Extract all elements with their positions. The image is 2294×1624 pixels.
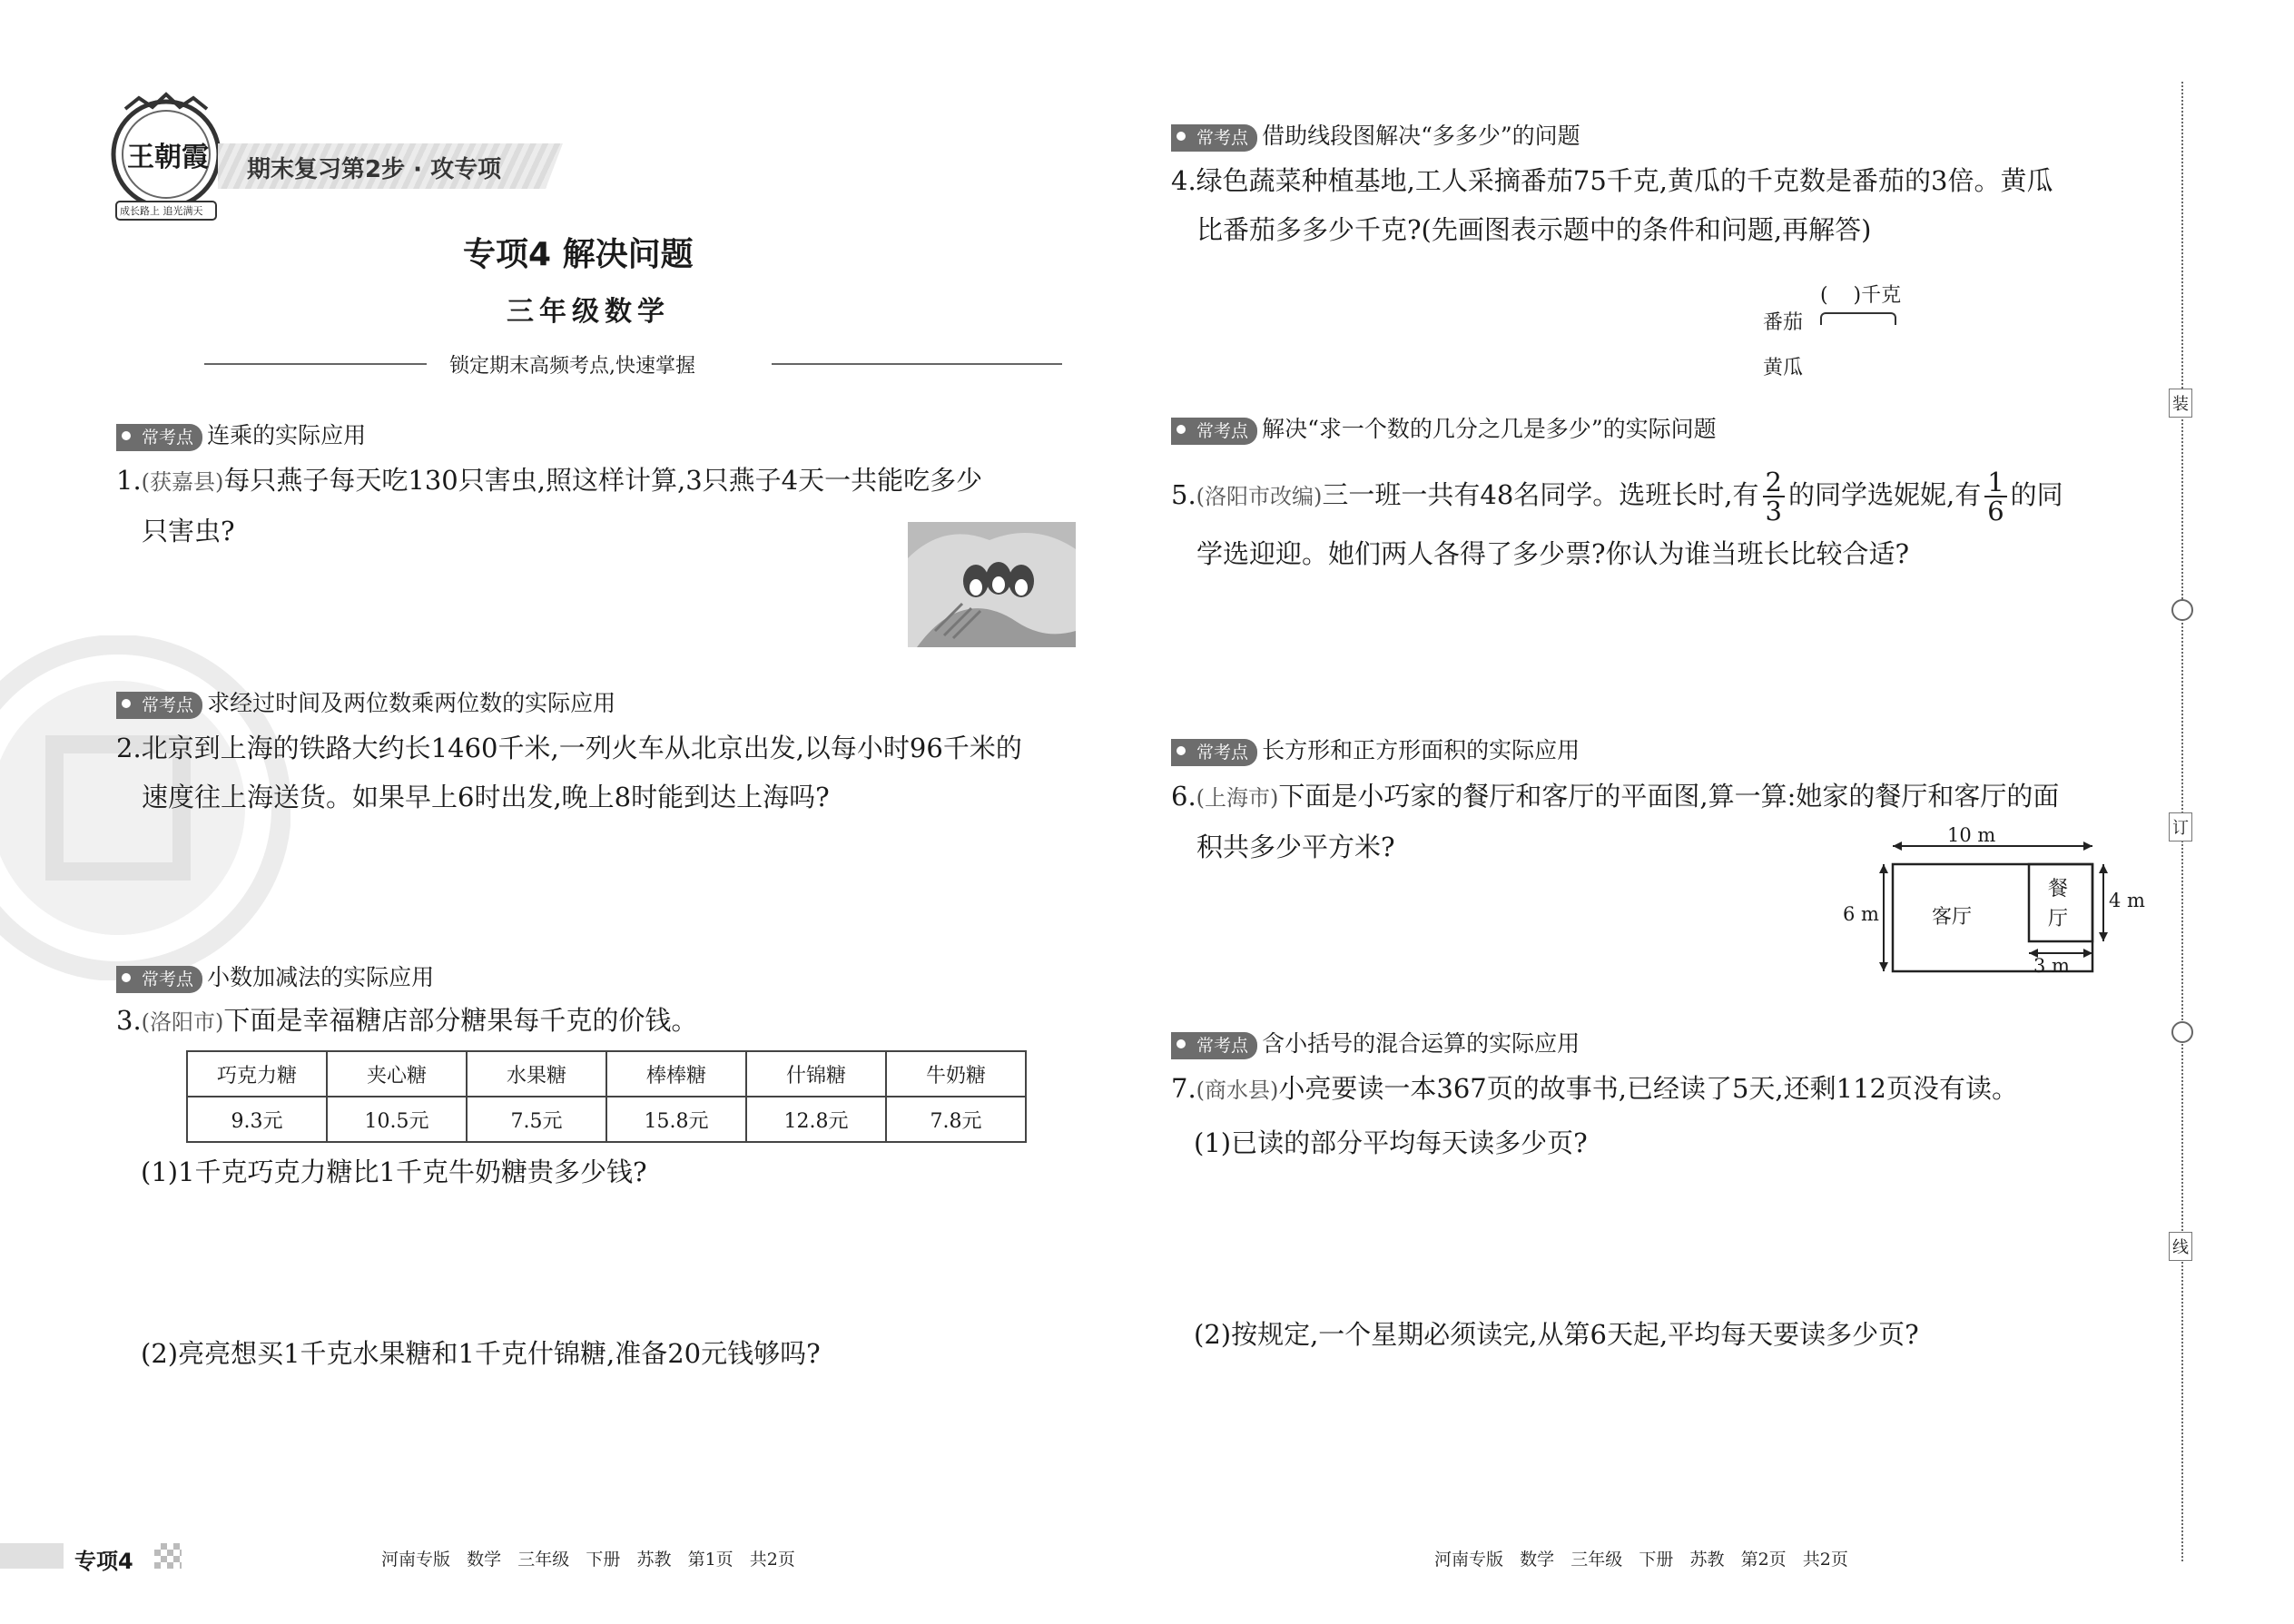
topic-title: 长方形和正方形面积的实际应用 <box>1262 737 1580 763</box>
fraction-one-sixth <box>1984 468 2006 525</box>
question-text-cont: 只害虫? <box>142 516 235 546</box>
question-3-sub-2: (2)亮亮想买1千克水果糖和1千克什锦糖,准备20元钱够吗? <box>141 1338 821 1369</box>
room-living-label: 客厅 <box>1932 906 1973 929</box>
slogan-line-right <box>772 363 1062 365</box>
swallows-illustration <box>908 522 1076 647</box>
question-text-cont: 积共多少平方米? <box>1196 832 1395 862</box>
question-text-cont: 速度往上海送货。如果早上6时出发,晚上8时能到达上海吗? <box>142 782 830 812</box>
question-text: 绿色蔬菜种植基地,工人采摘番茄75千克,黄瓜的千克数是番茄的3倍。黄瓜 <box>1196 165 2053 196</box>
header-banner-text: 期末复习第2步 · 攻专项 <box>247 156 502 183</box>
diagram-cucumber-label: 黄瓜 <box>1763 357 1804 379</box>
question-number: 6. <box>1171 781 1196 812</box>
question-source: (上海市) <box>1196 785 1279 811</box>
table-header-cell: 夹心糖 <box>327 1051 467 1097</box>
fraction-numerator: 1 <box>1984 468 2006 497</box>
table-cell: 7.8元 <box>886 1097 1026 1142</box>
question-number: 3. <box>116 1005 142 1036</box>
table-cell: 12.8元 <box>746 1097 886 1142</box>
badge: 常考点 <box>116 424 202 451</box>
floor-plan <box>1843 826 2142 980</box>
topic-title: 连乘的实际应用 <box>207 422 367 448</box>
question-text: 下面是幸福糖店部分糖果每千克的价钱。 <box>223 1005 698 1036</box>
topic-row-5 <box>1171 411 1717 445</box>
question-number: 1. <box>116 465 142 496</box>
topic-title: 小数加减法的实际应用 <box>207 964 435 990</box>
binding-char-3: 线 <box>2169 1232 2192 1261</box>
topic-row-7 <box>1171 1026 1580 1059</box>
binding-hole-1 <box>2171 599 2193 621</box>
question-source: (获嘉县) <box>141 469 224 495</box>
badge: 常考点 <box>1171 418 1257 445</box>
question-3 <box>116 996 1097 1047</box>
table-header-cell: 牛奶糖 <box>886 1051 1026 1097</box>
fraction-denominator: 6 <box>1987 496 2004 527</box>
fraction-denominator: 3 <box>1765 496 1782 527</box>
table-header-cell: 水果糖 <box>467 1051 606 1097</box>
question-text: 北京到上海的铁路大约长1460千米,一列火车从北京出发,以每小时96千米的 <box>141 733 1022 763</box>
table-cell: 10.5元 <box>327 1097 467 1142</box>
badge: 常考点 <box>1171 739 1257 766</box>
room-dining-label-1: 餐 <box>2048 878 2069 901</box>
table-cell: 15.8元 <box>606 1097 746 1142</box>
topic-row-3 <box>116 960 434 993</box>
question-text: 三一班一共有48名同学。选班长时,有 <box>1322 479 1759 510</box>
footer-info-left: 河南专版 数学 三年级 下册 苏教 第1页 共2页 <box>381 1550 795 1570</box>
footer-bar <box>0 1543 64 1569</box>
table-header-cell: 棒棒糖 <box>606 1051 746 1097</box>
question-7 <box>1171 1064 2161 1115</box>
dim-left-label: 6 m <box>1843 903 1879 925</box>
question-number: 2. <box>116 733 142 763</box>
table-cell: 9.3元 <box>187 1097 327 1142</box>
badge: 常考点 <box>1171 1032 1257 1059</box>
price-table-header-row <box>187 1051 1026 1097</box>
topic-title: 求经过时间及两位数乘两位数的实际应用 <box>207 690 616 716</box>
question-number: 7. <box>1171 1073 1196 1104</box>
question-2 <box>116 723 1097 822</box>
logo-text: 王朝霞 <box>127 142 209 173</box>
price-table-value-row <box>187 1097 1026 1142</box>
question-7-sub-1: (1)已读的部分平均每天读多少页? <box>1194 1127 1588 1158</box>
badge: 常考点 <box>116 692 202 719</box>
question-source: (洛阳市) <box>141 1009 224 1035</box>
footer-tag: 专项4 <box>74 1549 133 1574</box>
topic-title: 含小括号的混合运算的实际应用 <box>1262 1030 1580 1057</box>
price-table <box>186 1050 1027 1143</box>
question-text: 小亮要读一本367页的故事书,已经读了5天,还剩112页没有读。 <box>1278 1073 2018 1104</box>
binding-char-1: 装 <box>2169 389 2192 418</box>
question-text: 的同学选妮妮,有 <box>1787 479 1982 510</box>
topic-row-1 <box>116 418 366 451</box>
footer-checker-icon <box>154 1543 182 1569</box>
question-3-sub-1: (1)1千克巧克力糖比1千克牛奶糖贵多少钱? <box>141 1156 647 1187</box>
topic-row-6 <box>1171 733 1580 766</box>
question-5-cont: 学选迎迎。她们两人各得了多少票?你认为谁当班长比较合适? <box>1196 538 1910 569</box>
binding-hole-2 <box>2171 1021 2193 1043</box>
table-header-cell: 巧克力糖 <box>187 1051 327 1097</box>
question-text: 每只燕子每天吃130只害虫,照这样计算,3只燕子4天一共能吃多少 <box>223 465 983 496</box>
question-text: 下面是小巧家的餐厅和客厅的平面图,算一算:她家的餐厅和客厅的面 <box>1278 781 2060 812</box>
fraction-numerator: 2 <box>1763 468 1785 497</box>
dim-bottom-label: 3 m <box>2033 955 2070 977</box>
slogan-line-left <box>204 363 427 365</box>
topic-title: 解决“求一个数的几分之几是多少”的实际问题 <box>1262 416 1717 442</box>
question-text-cont: 比番茄多多少千克?(先画图表示题中的条件和问题,再解答) <box>1196 214 1872 245</box>
page-title: 专项4 解决问题 <box>463 236 694 273</box>
topic-title: 借助线段图解决“多多少”的问题 <box>1262 123 1580 149</box>
topic-row-2 <box>116 685 615 719</box>
question-4 <box>1171 156 2151 254</box>
fraction-two-thirds <box>1763 468 1785 525</box>
logo-tagline: 成长路上 追光满天 <box>120 205 203 217</box>
badge: 常考点 <box>116 966 202 993</box>
question-source: (洛阳市改编) <box>1196 484 1323 509</box>
question-5 <box>1171 463 2170 528</box>
page-subtitle: 三年级数学 <box>507 296 670 328</box>
room-dining-label-2: 厅 <box>2048 908 2069 930</box>
dim-top-label: 10 m <box>1947 824 1996 846</box>
badge: 常考点 <box>1171 124 1257 152</box>
question-number: 4. <box>1171 165 1196 196</box>
footer-info-right: 河南专版 数学 三年级 下册 苏教 第2页 共2页 <box>1434 1550 1848 1570</box>
dim-right-label: 4 m <box>2109 890 2145 911</box>
question-number: 5. <box>1171 479 1196 510</box>
slogan: 锁定期末高频考点,快速掌握 <box>449 355 695 378</box>
question-source: (商水县) <box>1196 1078 1279 1103</box>
table-cell: 7.5元 <box>467 1097 606 1142</box>
tomato-segment <box>1820 312 1896 325</box>
binding-char-2: 订 <box>2169 812 2192 842</box>
table-header-cell: 什锦糖 <box>746 1051 886 1097</box>
diagram-blank-label: ( )千克 <box>1820 284 1902 307</box>
topic-row-4 <box>1171 118 1580 152</box>
question-text: 的同 <box>2010 479 2063 510</box>
question-7-sub-2: (2)按规定,一个星期必须读完,从第6天起,平均每天要读多少页? <box>1194 1319 1919 1350</box>
diagram-tomato-label: 番茄 <box>1763 311 1804 334</box>
